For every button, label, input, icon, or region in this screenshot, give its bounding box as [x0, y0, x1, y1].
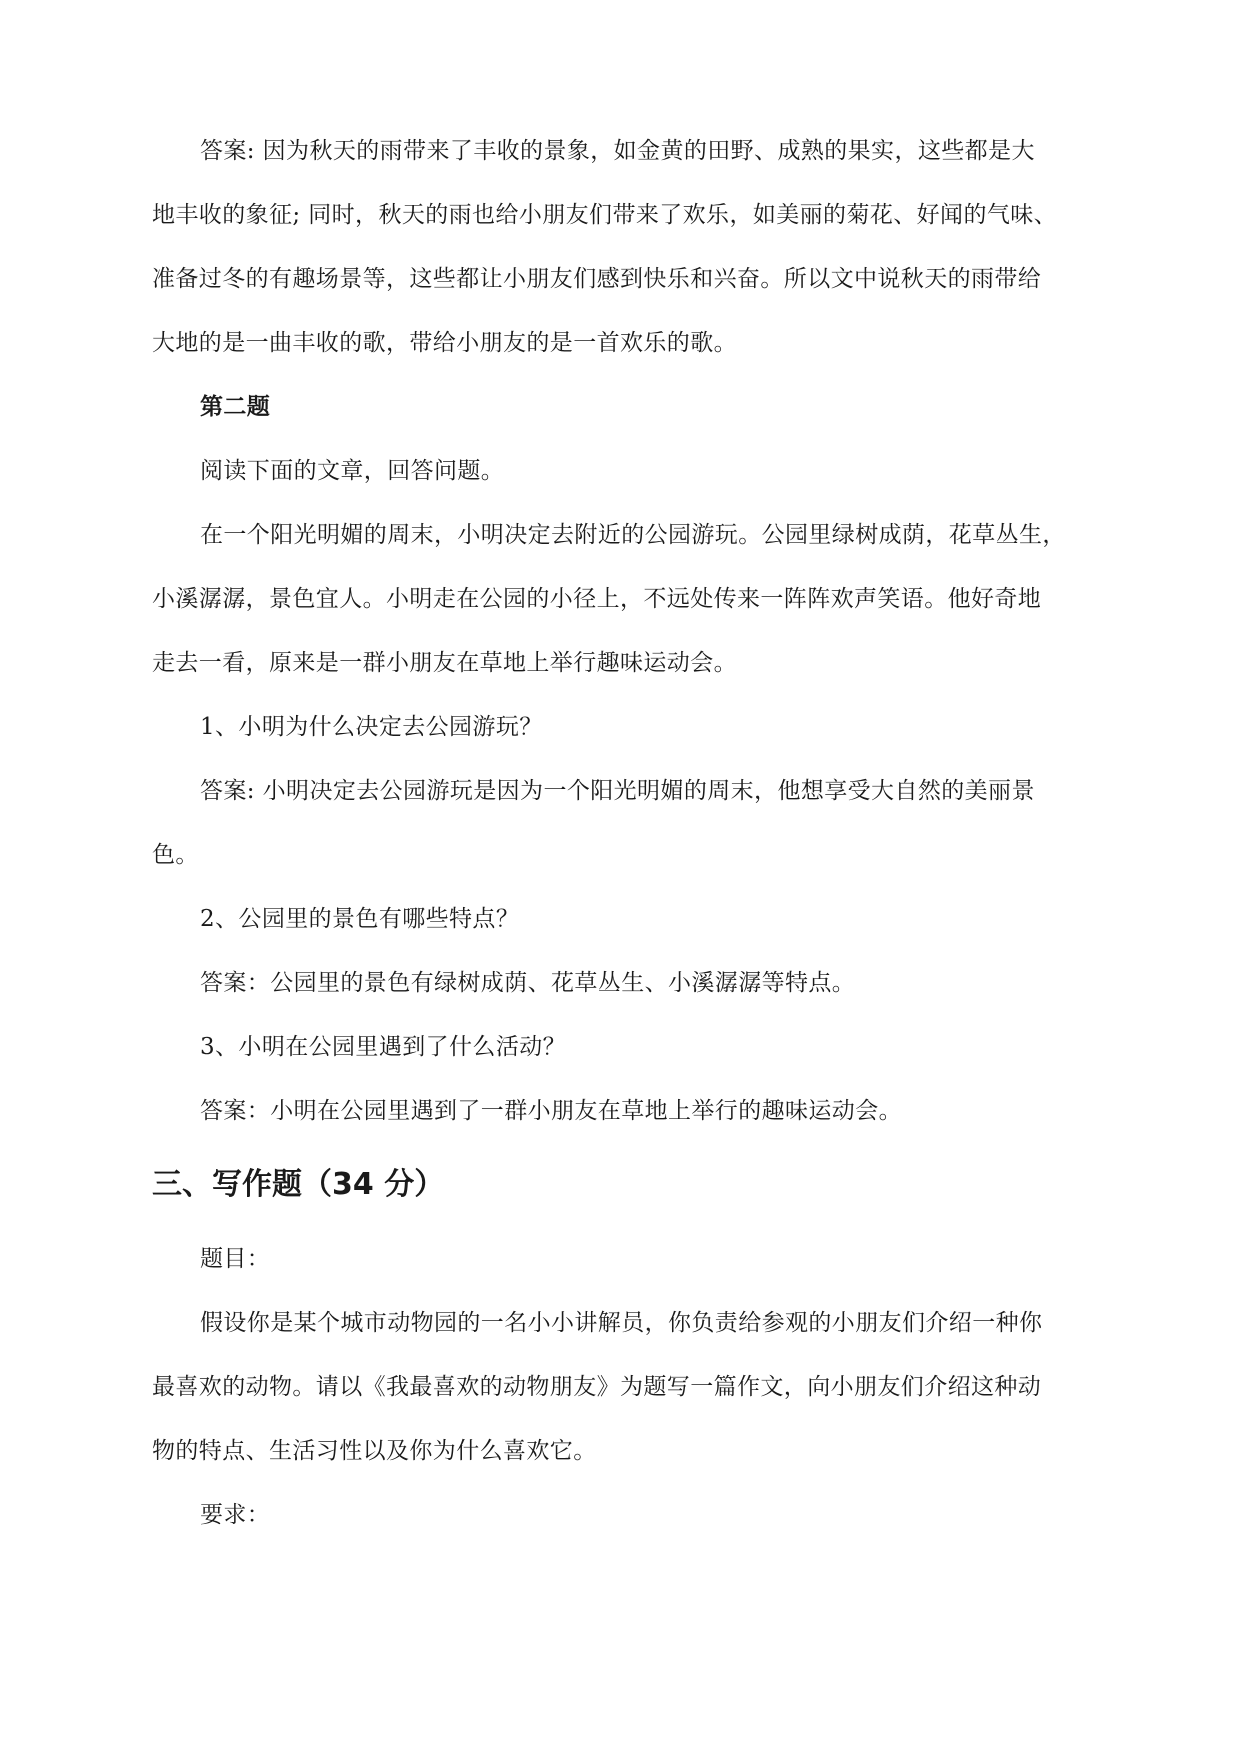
- answer-2: 答案：公园里的景色有绿树成荫、花草丛生、小溪潺潺等特点。: [200, 970, 856, 996]
- answer-line: 大地的是一曲丰收的歌，带给小朋友的是一首欢乐的歌。: [152, 330, 737, 356]
- question-3: 3、小明在公园里遇到了什么活动？: [200, 1034, 567, 1060]
- answer-line: 地丰收的象征; 同时，秋天的雨也给小朋友们带来了欢乐，如美丽的菊花、好闻的气味、: [152, 202, 1058, 228]
- section-heading: 三、写作题（34 分）: [152, 1167, 445, 1202]
- passage-line: 在一个阳光明媚的周末，小明决定去附近的公园游玩。公园里绿树成荫，花草丛生，: [200, 522, 1066, 548]
- instruction-text: 阅读下面的文章，回答问题。: [200, 458, 505, 484]
- prompt-line: 最喜欢的动物。请以《我最喜欢的动物朋友》为题写一篇作文，向小朋友们介绍这种动: [152, 1374, 1042, 1400]
- question-1: 1、小明为什么决定去公园游玩？: [200, 714, 543, 740]
- requirements-label: 要求：: [200, 1502, 271, 1528]
- passage-line: 小溪潺潺，景色宜人。小明走在公园的小径上，不远处传来一阵阵欢声笑语。他好奇地: [152, 586, 1042, 612]
- answer-line: 答案: 因为秋天的雨带来了丰收的景象，如金黄的田野、成熟的果实，这些都是大: [200, 138, 1035, 164]
- answer-1-line: 色。: [152, 842, 199, 868]
- section-title: 第二题: [200, 393, 271, 420]
- answer-1-line: 答案: 小明决定去公园游玩是因为一个阳光明媚的周末，他想享受大自然的美丽景: [200, 778, 1035, 804]
- answer-line: 准备过冬的有趣场景等，这些都让小朋友们感到快乐和兴奋。所以文中说秋天的雨带给: [152, 266, 1042, 292]
- prompt-line: 物的特点、生活习性以及你为什么喜欢它。: [152, 1438, 597, 1464]
- topic-label: 题目：: [200, 1246, 271, 1272]
- answer-3: 答案：小明在公园里遇到了一群小朋友在草地上举行的趣味运动会。: [200, 1098, 902, 1124]
- prompt-line: 假设你是某个城市动物园的一名小小讲解员，你负责给参观的小朋友们介绍一种你: [200, 1310, 1043, 1336]
- passage-line: 走去一看，原来是一群小朋友在草地上举行趣味运动会。: [152, 650, 737, 676]
- question-2: 2、公园里的景色有哪些特点？: [200, 906, 520, 932]
